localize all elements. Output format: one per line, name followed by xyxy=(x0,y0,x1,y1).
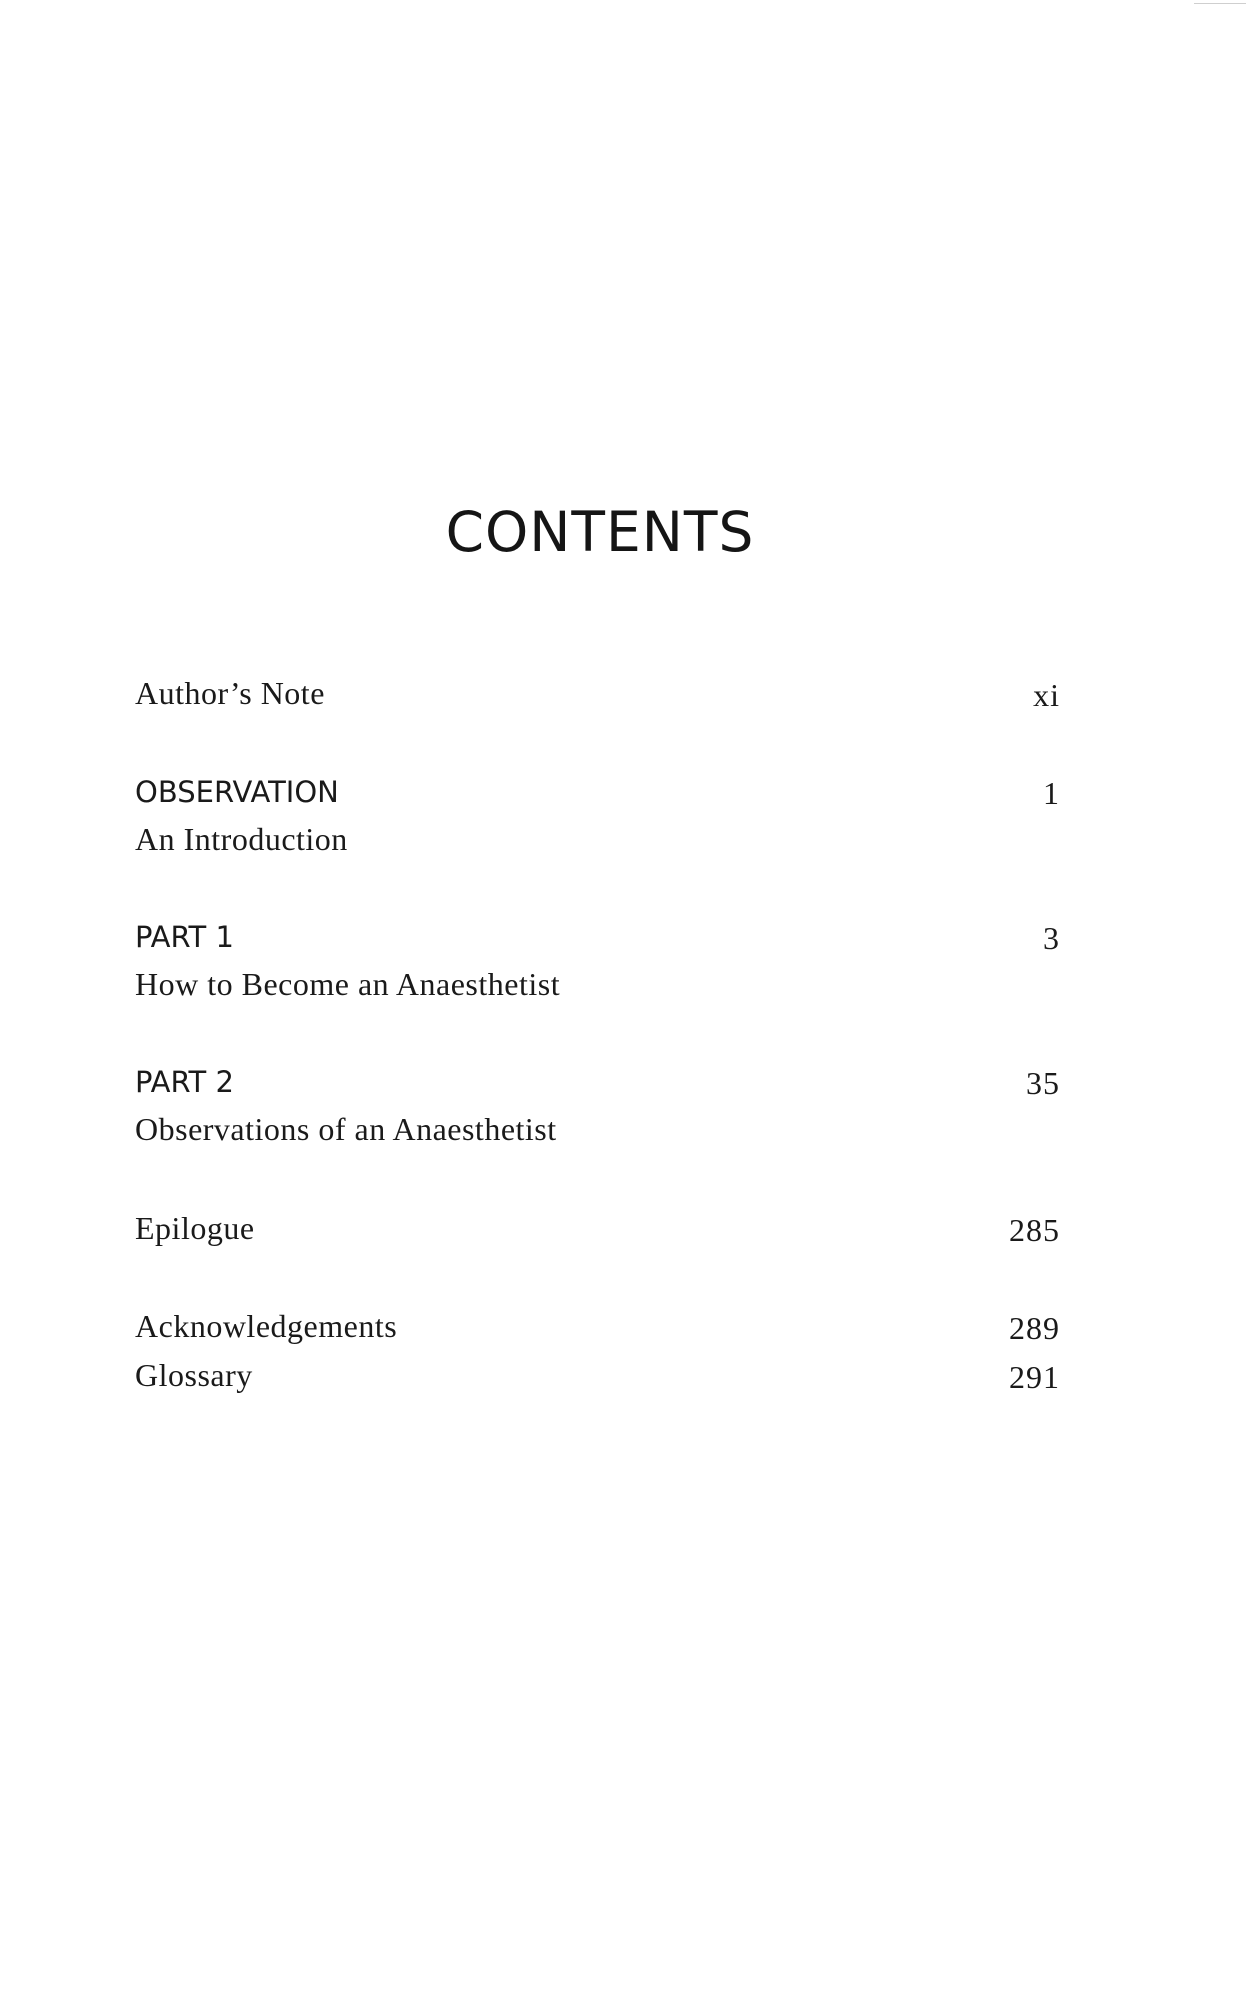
toc-page-number: 1 xyxy=(1043,775,1060,811)
toc-entry-subtitle: How to Become an Anaesthetist xyxy=(135,966,561,1002)
toc-entry-subtitle: Observations of an Anaesthetist xyxy=(135,1111,557,1147)
toc-page-number: xi xyxy=(1033,677,1060,713)
toc-entry-authors-note xyxy=(135,675,1060,723)
page-edge-line xyxy=(1194,3,1246,4)
toc-entry-part-1 xyxy=(135,918,1060,1014)
contents-heading: CONTENTS xyxy=(445,500,755,564)
toc-page-number: 285 xyxy=(1009,1212,1060,1248)
toc-entry-subtitle: An Introduction xyxy=(135,821,348,857)
toc-page-number: 35 xyxy=(1026,1065,1060,1101)
toc-entry-acknowledgements xyxy=(135,1308,1060,1356)
toc-entry-label: Epilogue xyxy=(135,1210,255,1246)
toc-entry-label: PART 1 xyxy=(135,920,234,954)
toc-entry-glossary xyxy=(135,1357,1060,1405)
toc-page-number: 289 xyxy=(1009,1310,1060,1346)
toc-entry-observation xyxy=(135,773,1060,869)
toc-entry-label: Author’s Note xyxy=(135,675,325,711)
toc-entry-epilogue xyxy=(135,1210,1060,1258)
toc-entry-label: Glossary xyxy=(135,1357,253,1393)
toc-entry-label: Acknowledgements xyxy=(135,1308,398,1344)
toc-entry-part-2 xyxy=(135,1063,1060,1159)
toc-entry-label: PART 2 xyxy=(135,1065,234,1099)
toc-entry-label: OBSERVATION xyxy=(135,775,339,809)
toc-page-number: 3 xyxy=(1043,920,1060,956)
toc-page-number: 291 xyxy=(1009,1359,1060,1395)
